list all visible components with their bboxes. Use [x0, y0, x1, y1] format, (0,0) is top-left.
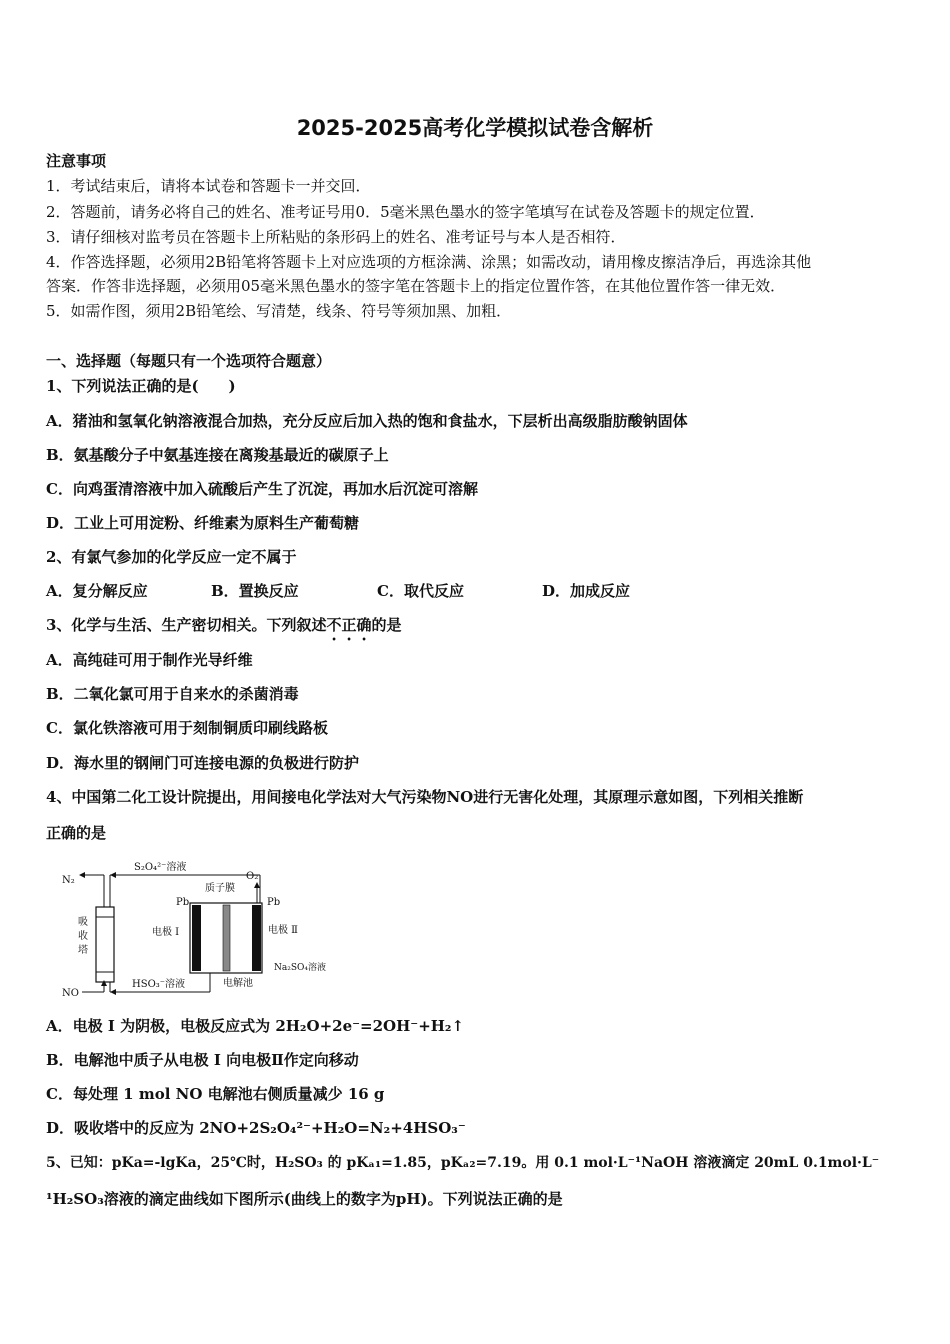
membrane-label: 质子膜	[205, 883, 235, 894]
q3-option-a: A．高纯硅可用于制作光导纤维	[46, 651, 253, 669]
q2-option-d: D．加成反应	[542, 582, 631, 600]
q4-option-b: B．电解池中质子从电极 I 向电极Ⅱ作定向移动	[46, 1051, 359, 1069]
q3-option-b: B．二氧化氯可用于自来水的杀菌消毒	[46, 685, 299, 703]
q1-option-a: A．猪油和氢氧化钠溶液混合加热，充分反应后加入热的饱和食盐水，下层析出高级脂肪酸钠固体	[46, 412, 688, 430]
electrode-1	[192, 905, 201, 971]
q3-emphasis-text: 不正确	[326, 616, 372, 634]
question-2-stem: 2、有氯气参加的化学反应一定不属于	[46, 548, 297, 566]
electrolysis-diagram	[60, 855, 350, 1003]
question-5-stem: 5、已知：pKa=-lgKa，25℃时，H₂SO₃ 的 pKₐ₁=1.85，pKₐ₂=7.19。用 0.1 mol·L⁻¹NaOH 溶液滴定 20mL 0.1mol·L⁻	[46, 1155, 880, 1171]
q3-option-d: D．海水里的钢闸门可连接电源的负极进行防护	[46, 754, 360, 772]
pb-right-label: Pb	[267, 897, 281, 908]
q2-option-b: B．置换反应	[211, 582, 299, 600]
s2o4-label: S₂O₄²⁻溶液	[134, 862, 187, 873]
q4-option-a: A．电极 I 为阴极，电极反应式为 2H₂O+2e⁻=2OH⁻+H₂↑	[46, 1017, 465, 1035]
cell-label: 电解池	[223, 978, 253, 989]
page-title: 2025-2025高考化学模拟试卷含解析	[296, 116, 654, 140]
q1-option-b: B．氨基酸分子中氨基连接在离羧基最近的碳原子上	[46, 446, 389, 464]
section-heading: 一、选择题（每题只有一个选项符合题意）	[46, 352, 332, 370]
electrode-2-label: 电极 Ⅱ	[268, 925, 298, 936]
proton-membrane	[223, 905, 230, 971]
na2so4-label: Na₂SO₄溶液	[274, 963, 327, 973]
tower-label-char: 吸	[78, 917, 88, 928]
o2-label: O₂	[246, 871, 259, 882]
q1-option-c: C．向鸡蛋清溶液中加入硫酸后产生了沉淀，再加水后沉淀可溶解	[46, 480, 478, 498]
q4-option-d: D．吸收塔中的反应为 2NO+2S₂O₄²⁻+H₂O=N₂+4HSO₃⁻	[46, 1119, 466, 1137]
question-5-stem-cont: ¹H₂SO₃溶液的滴定曲线如下图所示(曲线上的数字为pH)。下列说法正确的是	[46, 1190, 563, 1208]
question-1-stem: 1、下列说法正确的是( )	[46, 377, 236, 395]
q3-stem-end: 的是	[371, 616, 402, 634]
notice-item: 1．考试结束后，请将本试卷和答题卡一并交回．	[46, 177, 371, 195]
notice-item: 5．如需作图，须用2B铅笔绘、写清楚，线条、符号等须加黑、加粗．	[46, 302, 512, 320]
n2-label: N₂	[62, 875, 75, 886]
q3-option-c: C．氯化铁溶液可用于刻制铜质印刷线路板	[46, 719, 328, 737]
notice-item: 答案．作答非选择题，必须用05毫米黑色墨水的签字笔在答题卡上的指定位置作答，在其他位置作答一律无效．	[46, 277, 786, 295]
question-4-stem-cont: 正确的是	[46, 824, 107, 842]
q4-option-c: C．每处理 1 mol NO 电解池右侧质量减少 16 g	[46, 1085, 385, 1103]
hso3-label: HSO₃⁻溶液	[132, 979, 186, 990]
tower-label-char: 收	[78, 931, 88, 942]
absorption-tower	[96, 907, 114, 982]
notice-heading: 注意事项	[46, 152, 107, 170]
q3-stem-text: 3、化学与生活、生产密切相关。下列叙述	[46, 616, 327, 634]
q2-option-c: C．取代反应	[377, 582, 464, 600]
pb-left-label: Pb	[176, 897, 190, 908]
electrode-2	[252, 905, 261, 971]
notice-item: 3．请仔细核对监考员在答题卡上所粘贴的条形码上的姓名、准考证号与本人是否相符．	[46, 228, 626, 246]
notice-item: 2．答题前，请务必将自己的姓名、准考证号用0．5毫米黑色墨水的签字笔填写在试卷及答题卡的规定位置．	[46, 203, 765, 221]
question-4-stem: 4、中国第二化工设计院提出，用间接电化学法对大气污染物NO进行无害化处理，其原理示意如图，下列相关推断	[46, 788, 804, 806]
q1-option-d: D．工业上可用淀粉、纤维素为原料生产葡萄糖	[46, 514, 360, 532]
tower-label-char: 塔	[78, 945, 88, 956]
notice-item: 4．作答选择题，必须用2B铅笔将答题卡上对应选项的方框涂满、涂黑；如需改动，请用橡皮擦洁净后，再选涂其他	[46, 253, 812, 271]
q2-option-a: A．复分解反应	[46, 582, 148, 600]
question-3-stem	[46, 615, 401, 644]
no-label: NO	[62, 988, 79, 999]
electrode-1-label: 电极 I	[152, 927, 180, 938]
